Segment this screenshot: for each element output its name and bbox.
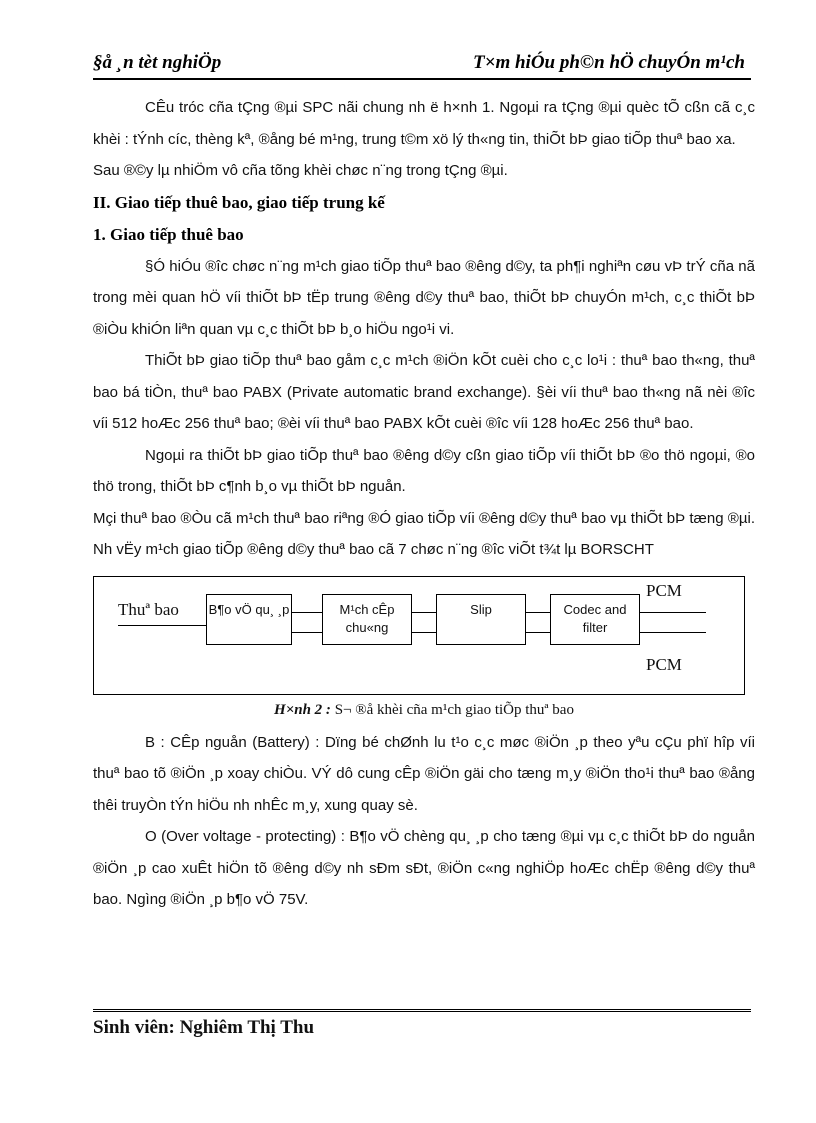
connector-line [118, 625, 206, 626]
block-codec-filter: Codec and filter [550, 594, 640, 645]
figure-caption [93, 699, 755, 721]
section-heading: II. Giao tiếp thuê bao, giao tiếp trung kế [93, 192, 385, 212]
pcm-label-top: PCM [646, 580, 682, 600]
connector-line [412, 612, 436, 613]
block-slip: Slip [436, 594, 526, 645]
block-overvoltage-protection: B¶o vÖ qu¸ ¸p [206, 594, 292, 645]
pcm-label-bottom: PCM [646, 654, 682, 674]
paragraph-8: O (Over voltage - protecting) : B¶o vÖ chèng qu¸ ¸p cho tæng ®µi vµ c¸c thiÕt bÞ do nguån ®iÖn ¸p cao xuÊt hiÖn tõ ®êng d©y nh sÐm sÐt, ®iÖn c«ng nghiÖp hoÆc chËp ®êng d©y thuª bao. Ngìng ®iÖn ¸p b¶o vÖ 75V. [93, 828, 755, 908]
diagram-input-label: Thuª bao [118, 599, 179, 619]
footer-student-name: Sinh viên: Nghiêm Thị Thu [93, 1017, 315, 1038]
connector-line [526, 632, 550, 633]
document-body [93, 92, 755, 916]
page-footer [93, 1009, 751, 1039]
figure-caption-label: H×nh 2 : [274, 701, 331, 718]
connector-line [292, 612, 322, 613]
figure-caption-text: S¬ ®å khèi cña m¹ch giao tiÕp thuª bao [330, 701, 574, 718]
paragraph-6: Mçi thuª bao ®Òu cã m¹ch thuª bao riªng ®Ó giao tiÕp víi ®êng d©y thuª bao vµ thiÕt bÞ tæng ®µi. Nh vËy m¹ch giao tiÕp ®êng d©y thuª bao cã 7 chøc n¨ng ®îc viÕt t¾t lµ BORSCHT [93, 509, 755, 558]
paragraph-4: ThiÕt bÞ giao tiÕp thuª bao gåm c¸c m¹ch ®iÖn kÕt cuèi cho c¸c lo¹i : thuª bao th«ng, thuª bao bá tiÒn, thuª bao PABX (Private automatic brand exchange). §èi víi thuª bao th«ng nã nèi ®îc víi 512 hoÆc 256 thuª bao; ®èi víi thuª bao PABX kÕt cuèi ®îc víi 128 hoÆc 256 thuª bao. [93, 352, 755, 432]
header-left-title: §å ¸n tèt nghiÖp [93, 52, 222, 73]
paragraph-5: Ngoµi ra thiÕt bÞ giao tiÕp thuª bao ®êng d©y cßn giao tiÕp víi thiÕt bÞ ®o thö ngoµi, ®o thö trong, thiÕt bÞ c¶nh b¸o vµ thiÕt bÞ nguån. [93, 446, 755, 495]
subsection-heading: 1. Giao tiếp thuê bao [93, 224, 244, 244]
connector-line [412, 632, 436, 633]
connector-line [526, 612, 550, 613]
paragraph-1: CÊu tróc cña tÇng ®µi SPC nãi chung nh ë h×nh 1. Ngoµi ra tÇng ®µi quèc tÕ cßn cã c¸c khèi : tÝnh cíc, thèng kª, ®ång bé m¹ng, trung t©m xö lý th«ng tin, thiÕt bÞ giao tiÕp thuª bao xa. [93, 99, 755, 148]
page-header [93, 48, 751, 80]
pcm-output-line [640, 632, 706, 633]
block-diagram [93, 576, 745, 695]
header-right-title: T×m hiÓu ph©n hÖ chuyÓn m¹ch [473, 52, 745, 73]
paragraph-2: Sau ®©y lµ nhiÖm vô cña tõng khèi chøc n¨ng trong tÇng ®µi. [93, 162, 508, 179]
block-ringing-circuit: M¹ch cÊp chu«ng [322, 594, 412, 645]
pcm-output-line [640, 612, 706, 613]
connector-line [292, 632, 322, 633]
paragraph-7: B : CÊp nguån (Battery) : Dïng bé chØnh lu t¹o c¸c møc ®iÖn ¸p theo yªu cÇu phï hîp víi thuª bao tõ ®iÖn ¸p xoay chiÒu. VÝ dô cung cÊp ®iÖn gäi cho tæng m¸y ®iÖn tho¹i thuª bao ®ång thêi truyÒn tÝn hiÖu nh nhÊc m¸y, xung quay sè. [93, 733, 755, 814]
paragraph-3: §Ó hiÓu ®îc chøc n¨ng m¹ch giao tiÕp thuª bao ®êng d©y, ta ph¶i nghiªn cøu vÞ trÝ cña nã trong mèi quan hÖ víi thiÕt bÞ tËp trung ®êng d©y thuª bao, thiÕt bÞ chuyÓn m¹ch, c¸c thiÕt bÞ ®iÒu khiÓn liªn quan vµ c¸c thiÕt bÞ b¸o hiÖu ngo¹i vi. [93, 257, 755, 338]
